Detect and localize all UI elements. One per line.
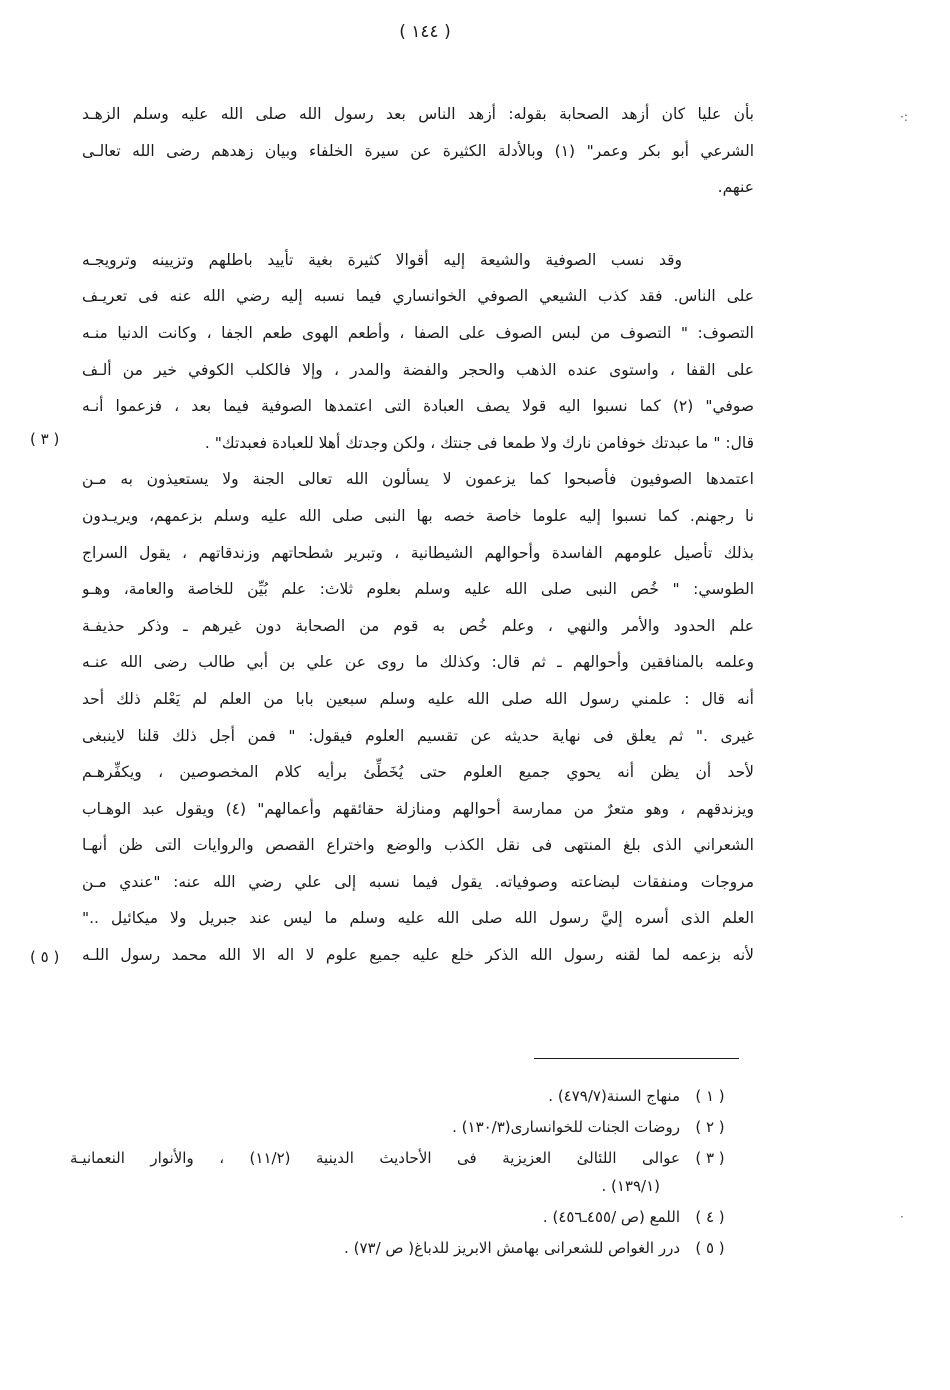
footnote-text: منهاج السنة(٤٧٩/٧) . bbox=[548, 1087, 680, 1105]
body-line: قال: " ما عبدتك خوفامن نارك ولا طمعا فى جنتك ، ولكن وجدتك أهلا للعبادة فعبدتك" . bbox=[204, 433, 754, 452]
body-line: أنه قال : علمني رسول الله صلى الله عليه وسلم سبعين بابا من العلم لم يَعْلم ذلك أحد bbox=[82, 689, 754, 708]
footnote-divider bbox=[534, 1058, 739, 1059]
paragraph-gap bbox=[82, 206, 754, 242]
body-line: ويزندقهم ، وهو متعرٌ من ممارسة أحوالهم ومنازلة حقائقهم وأعمالهم" (٤) ويقول عبد الوهـاب bbox=[82, 799, 754, 818]
body-line: نا رجهنم. كما نسبوا إليه علوما خاصة خصه بها النبى صلى الله عليه وسلم بزعمهم، ويريـدون bbox=[82, 506, 754, 525]
body-line: لأنه بزعمه لما لقنه رسول الله الذكر خلع عليه جميع علوم لا اله الا الله محمد رسول اللـه bbox=[82, 946, 754, 965]
footnote-item bbox=[70, 1113, 740, 1141]
body-line: غيرى ." ثم يعلق فى نهاية حديثه عن تقسيم العلوم فيقول: " فمن أجل ذلك قلنا لاينبغى bbox=[82, 726, 754, 745]
footnote-item bbox=[70, 1082, 740, 1110]
footnote-text: اللمع (ص /٤٥٥ـ٤٥٦) . bbox=[542, 1208, 680, 1226]
footnote-continuation: (١٣٩/١) . bbox=[601, 1177, 660, 1195]
page-number: ( ١٤٤ ) bbox=[399, 22, 451, 42]
body-line: وقد نسب الصوفية والشيعة إليه أقوالا كثيرة بغية تأييد باطلهم وتزيينه وترويجـه bbox=[82, 250, 682, 269]
footnote-text: روضات الجنات للخوانسارى(١٣٠/٣) . bbox=[452, 1118, 680, 1136]
body-line: علم الحدود والأمر والنهي ، وعلم خُص به قوم من الصحابة دون غيرهم ـ وذكر حذيفـة bbox=[82, 616, 754, 635]
body-line: على الناس. فقد كذب الشيعي الصوفي الخوانساري فيما نسبه إليه رضي الله عنه فى تعريـف bbox=[82, 287, 754, 306]
footnote-ref-3: ( ٣ ) bbox=[30, 430, 60, 448]
body-text bbox=[82, 96, 754, 974]
body-line: اعتمدها الصوفيون فأصبحوا كما يزعمون لا يسألون الله تعالى الجنة ولا يستعيذون به مـن bbox=[82, 470, 754, 489]
body-line: الطوسي: " خُص النبى صلى الله عليه وسلم بعلوم ثلاث: علم بُيِّن للخاصة والعامة، وهـو bbox=[82, 580, 754, 599]
footnote-item bbox=[70, 1234, 740, 1262]
footnote-item bbox=[70, 1203, 740, 1231]
body-line: بذلك تأصيل علومهم الفاسدة وأحوالهم الشيطانية ، وتبرير شطحاتهم وزندقاتهم ، يقول السراج bbox=[82, 543, 754, 562]
footnote-number: ( ٥ ) bbox=[695, 1239, 725, 1257]
footnote-text: درر الغواص للشعرانى بهامش الابريز للدباغ( ص /٧٣) . bbox=[344, 1239, 680, 1257]
footnote-item bbox=[70, 1144, 740, 1172]
footnote-number: ( ١ ) bbox=[695, 1087, 725, 1105]
body-line: الشعراني الذى بلغ المنتهى فى نقل الكذب والوضع واختراع القصص والروايات التى ظن أنهـا bbox=[82, 836, 754, 855]
body-line: بأن عليا كان أزهد الصحابة بقوله: أزهد الناس بعد رسول الله صلى الله عليه وسلم الزهـد bbox=[82, 105, 754, 123]
body-line: التصوف: " التصوف من لبس الصوف على الصفا ، وأطعم الهوى طعم الجفا ، وكانت الدنيا منـه bbox=[82, 323, 754, 342]
body-line: لأحد أن يظن أنه يحوي جميع العلوم حتى يُخَطِّئ برأيه كلام المخصوصين ، ويكفِّرهـم bbox=[82, 763, 754, 782]
footnotes-section bbox=[70, 1082, 740, 1262]
footnote-text: عوالى اللئالئ العزيزية فى الأحاديث الدينية (١١/٢) ، والأنوار النعمانيـة bbox=[70, 1149, 680, 1167]
margin-mark: · bbox=[900, 1210, 904, 1224]
body-line: وعلمه بالمنافقين وأحوالهم ـ ثم قال: وكذلك ما روى عن علي بن أبي طالب رضى الله عنـه bbox=[82, 653, 754, 672]
body-line: العلم الذى أسره إليَّ رسول الله صلى الله عليه وسلم ما ليس عند جبريل ولا ميكائيل .." bbox=[82, 909, 754, 928]
body-line: على القفا ، واستوى عنده الذهب والحجر والفضة والمدر ، وإلا فالكلب الكوفي خير من ألـف bbox=[82, 360, 754, 379]
footnote-number: ( ٢ ) bbox=[695, 1118, 725, 1136]
body-line: مروجات ومنفقات لبضاعته وصوفياته. يقول فيما نسبه إلى علي رضي الله عنه: "عندي مـن bbox=[82, 872, 754, 891]
margin-mark: ·: bbox=[900, 110, 908, 124]
body-line: صوفي" (٢) كما نسبوا اليه قولا يصف العبادة التى اعتمدها الصوفية فيما بعد ، فزعموا أنـه bbox=[82, 397, 754, 416]
footnote-ref-5: ( ٥ ) bbox=[30, 948, 60, 966]
body-line: الشرعي أبو بكر وعمر" (١) وبالأدلة الكثيرة عن سيرة الخلفاء وبيان زهدهم رضى الله تعالـى bbox=[82, 141, 754, 160]
footnote-number: ( ٤ ) bbox=[695, 1208, 725, 1226]
body-line: عنهم. bbox=[717, 178, 754, 197]
footnote-number: ( ٣ ) bbox=[695, 1149, 725, 1167]
